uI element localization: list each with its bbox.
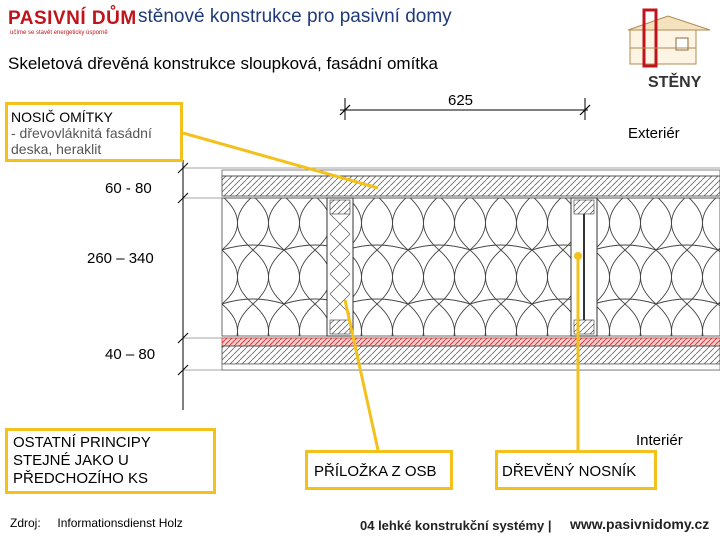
- dimension-layer-1: 60 - 80: [105, 180, 152, 197]
- nosic-title: NOSIČ OMÍTKY: [11, 109, 113, 125]
- stud-right: [571, 198, 597, 336]
- nosic-omitky-box: [5, 102, 183, 162]
- nosnik-label-box: DŘEVĚNÝ NOSNÍK: [495, 450, 657, 490]
- dimension-layer-3: 40 – 80: [105, 346, 156, 363]
- source-label: Zdroj:: [10, 516, 41, 530]
- logo-subtitle: učíme se stavět energeticky úsporně: [10, 30, 108, 36]
- footer-course: 04 lehké konstrukční systémy |: [360, 518, 552, 533]
- source-name: Informationsdienst Holz: [57, 516, 183, 530]
- interior-label: Interiér: [636, 432, 683, 449]
- nosic-description: - dřevovláknitá fasádní deska, heraklit: [11, 125, 152, 157]
- section-label: STĚNY: [648, 74, 702, 91]
- header-title: stěnové konstrukce pro pasivní domy: [138, 6, 452, 27]
- logo-title: PASIVNÍ DŮM: [8, 8, 137, 29]
- principy-box: OSTATNÍ PRINCIPY STEJNÉ JAKO U PŘEDCHOZÍHO KS: [5, 428, 216, 494]
- dimension-layer-2: 260 – 340: [87, 250, 154, 267]
- dimension-width: 625: [448, 92, 474, 109]
- exterior-label: Exteriér: [628, 125, 680, 142]
- footer-url[interactable]: www.pasivnidomy.cz: [570, 516, 710, 532]
- source-citation: [10, 516, 183, 530]
- page-subtitle: Skeletová dřevěná konstrukce sloupková, fasádní omítka: [8, 54, 438, 73]
- osb-label-box: PŘÍLOŽKA Z OSB: [305, 450, 453, 490]
